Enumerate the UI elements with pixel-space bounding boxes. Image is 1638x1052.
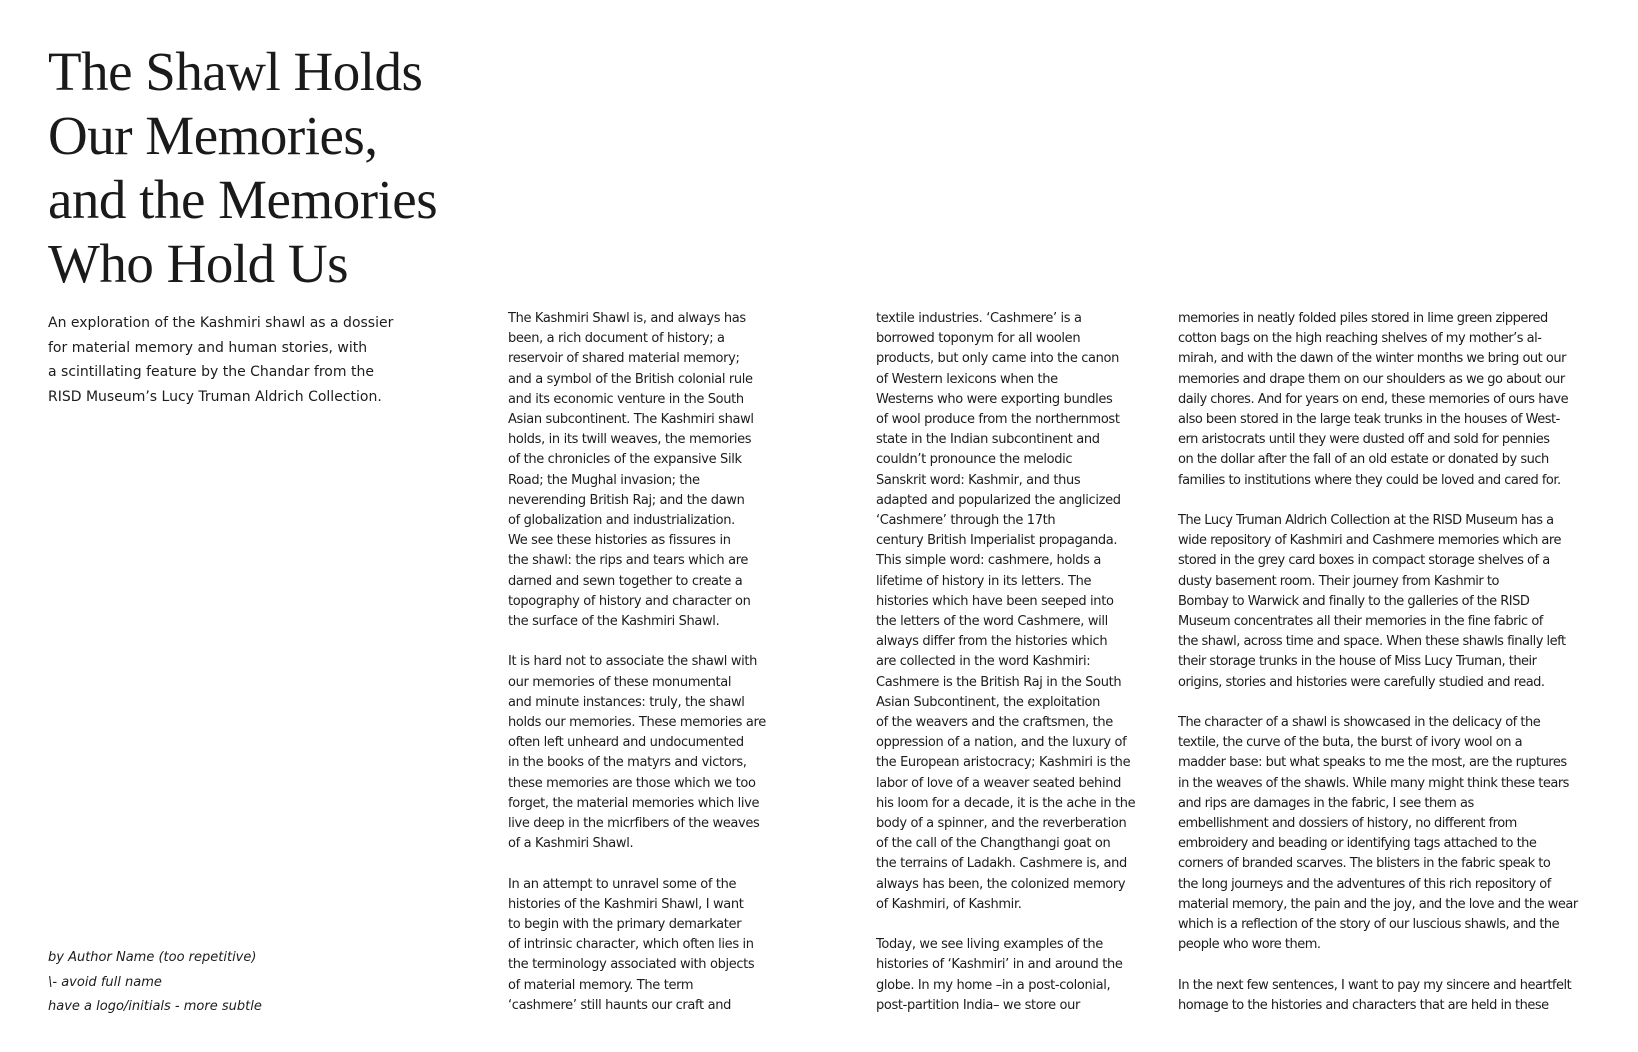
paragraph-line: adapted and popularized the anglicized bbox=[876, 492, 1121, 508]
paragraph-line: the terrains of Ladakh. Cashmere is, and bbox=[876, 856, 1127, 872]
paragraph-line: oppression of a nation, and the luxury of bbox=[876, 735, 1127, 751]
paragraph-line: his loom for a decade, it is the ache in the bbox=[876, 795, 1136, 811]
intro-standfirst bbox=[48, 311, 408, 409]
paragraph-line: holds, in its twill weaves, the memories bbox=[508, 432, 752, 448]
paragraph-line: topography of history and character on bbox=[508, 593, 751, 609]
title-line: Who Hold Us bbox=[48, 233, 349, 294]
body-paragraph bbox=[508, 309, 808, 632]
body-paragraph bbox=[876, 309, 1176, 915]
author-notes bbox=[48, 946, 388, 1020]
paragraph-line: We see these histories as fissures in bbox=[508, 533, 731, 549]
paragraph-line: of wool produce from the northernmost bbox=[876, 412, 1120, 428]
paragraph-line: of the weavers and the craftsmen, the bbox=[876, 715, 1113, 731]
body-column-1 bbox=[508, 309, 808, 1036]
paragraph-line: The Kashmiri Shawl is, and always has bbox=[508, 311, 746, 326]
paragraph-line: memories and drape them on our shoulders as we go about our bbox=[1178, 371, 1565, 387]
paragraph-line: which is a reflection of the story of our luscious shawls, and the bbox=[1178, 917, 1560, 933]
body-paragraph bbox=[1178, 309, 1618, 491]
paragraph-line: the European aristocracy; Kashmiri is the bbox=[876, 755, 1131, 771]
paragraph-line: histories of the Kashmiri Shawl, I want bbox=[508, 896, 744, 912]
paragraph-line: these memories are those which we too bbox=[508, 775, 756, 791]
paragraph-line: wide repository of Kashmiri and Cashmere memories which are bbox=[1178, 533, 1561, 549]
paragraph-line: body of a spinner, and the reverberation bbox=[876, 816, 1127, 832]
paragraph-line: Asian Subcontinent, the exploitation bbox=[876, 694, 1100, 710]
paragraph-line: histories of ‘Kashmiri’ in and around the bbox=[876, 957, 1123, 973]
paragraph-line: Sanskrit word: Kashmir, and thus bbox=[876, 472, 1081, 488]
paragraph-line: borrowed toponym for all woolen bbox=[876, 331, 1081, 347]
paragraph-line: of globalization and industrialization. bbox=[508, 513, 735, 529]
paragraph-line: and a symbol of the British colonial rule bbox=[508, 371, 753, 387]
paragraph-line: Cashmere is the British Raj in the South bbox=[876, 674, 1122, 690]
paragraph-line: Bombay to Warwick and finally to the galleries of the RISD bbox=[1178, 593, 1530, 609]
title-line: The Shawl Holds bbox=[48, 41, 423, 102]
paragraph-line: In an attempt to unravel some of the bbox=[508, 876, 737, 892]
paragraph-line: also been stored in the large teak trunks in the houses of West- bbox=[1178, 412, 1560, 428]
paragraph-line: mirah, and with the dawn of the winter months we bring out our bbox=[1178, 351, 1566, 367]
paragraph-line: textile, the curve of the buta, the burst of ivory wool on a bbox=[1178, 735, 1523, 751]
paragraph-line: of Kashmiri, of Kashmir. bbox=[876, 896, 1022, 912]
author-note-line: by Author Name (too repetitive) bbox=[48, 950, 257, 965]
body-paragraph bbox=[1178, 976, 1618, 1016]
body-column-2 bbox=[876, 309, 1176, 1036]
paragraph-line: dusty basement room. Their journey from Kashmir to bbox=[1178, 573, 1499, 589]
paragraph-line: ern aristocrats until they were dusted off and sold for pennies bbox=[1178, 432, 1550, 448]
paragraph-line: In the next few sentences, I want to pay my sincere and heartfelt bbox=[1178, 977, 1572, 993]
author-note-line: \- avoid full name bbox=[48, 974, 162, 990]
paragraph-line: daily chores. And for years on end, these memories of ours have bbox=[1178, 391, 1569, 407]
paragraph-line: Museum concentrates all their memories in the fine fabric of bbox=[1178, 614, 1543, 630]
paragraph-line: families to institutions where they could be loved and cared for. bbox=[1178, 472, 1561, 488]
paragraph-line: of the call of the Changthangi goat on bbox=[876, 836, 1111, 852]
paragraph-line: and its economic venture in the South bbox=[508, 391, 744, 407]
paragraph-line: corners of branded scarves. The blisters in the fabric speak to bbox=[1178, 856, 1551, 872]
intro-line: for material memory and human stories, with bbox=[48, 339, 368, 356]
paragraph-line: people who wore them. bbox=[1178, 937, 1321, 953]
paragraph-line: state in the Indian subcontinent and bbox=[876, 432, 1100, 448]
paragraph-line: Asian subcontinent. The Kashmiri shawl bbox=[508, 412, 754, 428]
title-line: Our Memories, bbox=[48, 105, 378, 166]
paragraph-line: lifetime of history in its letters. The bbox=[876, 573, 1092, 589]
paragraph-line: embroidery and beading or identifying tags attached to the bbox=[1178, 836, 1537, 852]
paragraph-line: madder base: but what speaks to me the most, are the ruptures bbox=[1178, 755, 1567, 771]
paragraph-line: cotton bags on the high reaching shelves of my mother’s al- bbox=[1178, 331, 1542, 347]
paragraph-line: The character of a shawl is showcased in the delicacy of the bbox=[1178, 715, 1541, 731]
paragraph-line: in the weaves of the shawls. While many might think these tears bbox=[1178, 775, 1569, 791]
title-line: and the Memories bbox=[48, 169, 438, 230]
paragraph-line: are collected in the word Kashmiri: bbox=[876, 654, 1091, 670]
paragraph-line: products, but only came into the canon bbox=[876, 351, 1120, 367]
body-column-3 bbox=[1178, 309, 1618, 1036]
paragraph-line: darned and sewn together to create a bbox=[508, 573, 743, 589]
paragraph-line: of intrinsic character, which often lies in bbox=[508, 937, 754, 953]
paragraph-line: the surface of the Kashmiri Shawl. bbox=[508, 614, 720, 630]
intro-line: RISD Museum’s Lucy Truman Aldrich Collection. bbox=[48, 388, 382, 405]
body-paragraph bbox=[1178, 511, 1618, 693]
paragraph-line: the shawl: the rips and tears which are bbox=[508, 553, 749, 569]
paragraph-line: been, a rich document of history; a bbox=[508, 331, 725, 347]
paragraph-line: on the dollar after the fall of an old estate or donated by such bbox=[1178, 452, 1549, 468]
paragraph-line: live deep in the micrfibers of the weaves bbox=[508, 816, 760, 832]
paragraph-line: always has been, the colonized memory bbox=[876, 876, 1126, 892]
paragraph-line: of the chronicles of the expansive Silk bbox=[508, 452, 742, 468]
paragraph-line: to begin with the primary demarkater bbox=[508, 917, 742, 933]
paragraph-line: our memories of these monumental bbox=[508, 674, 732, 690]
paragraph-line: neverending British Raj; and the dawn bbox=[508, 492, 745, 508]
intro-line: An exploration of the Kashmiri shawl as a dossier bbox=[48, 315, 394, 331]
paragraph-line: Today, we see living examples of the bbox=[876, 937, 1103, 953]
paragraph-line: embellishment and dossiers of history, no different from bbox=[1178, 816, 1517, 832]
paragraph-line: holds our memories. These memories are bbox=[508, 715, 766, 731]
paragraph-line: century British Imperialist propaganda. bbox=[876, 533, 1118, 549]
body-paragraph bbox=[508, 875, 808, 1016]
intro-line: a scintillating feature by the Chandar from the bbox=[48, 364, 374, 380]
paragraph-line: ‘cashmere’ still haunts our craft and bbox=[508, 997, 731, 1013]
paragraph-line: reservoir of shared material memory; bbox=[508, 351, 740, 367]
paragraph-line: The Lucy Truman Aldrich Collection at the RISD Museum has a bbox=[1178, 513, 1554, 529]
paragraph-line: the terminology associated with objects bbox=[508, 957, 755, 973]
paragraph-line: and minute instances: truly, the shawl bbox=[508, 694, 745, 710]
paragraph-line: Westerns who were exporting bundles bbox=[876, 391, 1113, 407]
paragraph-line: always differ from the histories which bbox=[876, 634, 1108, 650]
paragraph-line: the shawl, across time and space. When these shawls finally left bbox=[1178, 634, 1566, 650]
paragraph-line: This simple word: cashmere, holds a bbox=[876, 553, 1101, 569]
paragraph-line: stored in the grey card boxes in compact storage shelves of a bbox=[1178, 553, 1550, 569]
paragraph-line: the long journeys and the adventures of this rich repository of bbox=[1178, 876, 1551, 892]
paragraph-line: their storage trunks in the house of Miss Lucy Truman, their bbox=[1178, 654, 1537, 670]
paragraph-line: ‘Cashmere’ through the 17th bbox=[876, 513, 1056, 529]
paragraph-line: forget, the material memories which live bbox=[508, 795, 760, 811]
paragraph-line: material memory, the pain and the joy, and the love and the wear bbox=[1178, 896, 1578, 912]
body-paragraph bbox=[508, 652, 808, 854]
page-title bbox=[48, 40, 468, 296]
paragraph-line: It is hard not to associate the shawl with bbox=[508, 654, 758, 670]
paragraph-line: the letters of the word Cashmere, will bbox=[876, 614, 1108, 630]
paragraph-line: globe. In my home –in a post-colonial, bbox=[876, 977, 1111, 993]
paragraph-line: memories in neatly folded piles stored in lime green zippered bbox=[1178, 311, 1548, 326]
paragraph-line: and rips are damages in the fabric, I see them as bbox=[1178, 795, 1474, 811]
paragraph-line: often left unheard and undocumented bbox=[508, 735, 744, 751]
body-paragraph bbox=[1178, 713, 1618, 955]
paragraph-line: origins, stories and histories were carefully studied and read. bbox=[1178, 674, 1545, 690]
paragraph-line: histories which have been seeped into bbox=[876, 593, 1114, 609]
paragraph-line: Road; the Mughal invasion; the bbox=[508, 472, 700, 488]
paragraph-line: of a Kashmiri Shawl. bbox=[508, 836, 634, 852]
paragraph-line: homage to the histories and characters that are held in these bbox=[1178, 997, 1549, 1013]
body-paragraph bbox=[876, 935, 1176, 1016]
paragraph-line: textile industries. ‘Cashmere’ is a bbox=[876, 311, 1082, 326]
paragraph-line: post-partition India– we store our bbox=[876, 997, 1081, 1013]
author-note-line: have a logo/initials - more subtle bbox=[48, 999, 262, 1014]
paragraph-line: labor of love of a weaver seated behind bbox=[876, 775, 1121, 791]
paragraph-line: couldn’t pronounce the melodic bbox=[876, 452, 1073, 468]
paragraph-line: of material memory. The term bbox=[508, 977, 694, 993]
paragraph-line: of Western lexicons when the bbox=[876, 371, 1058, 387]
paragraph-line: in the books of the matyrs and victors, bbox=[508, 755, 747, 771]
